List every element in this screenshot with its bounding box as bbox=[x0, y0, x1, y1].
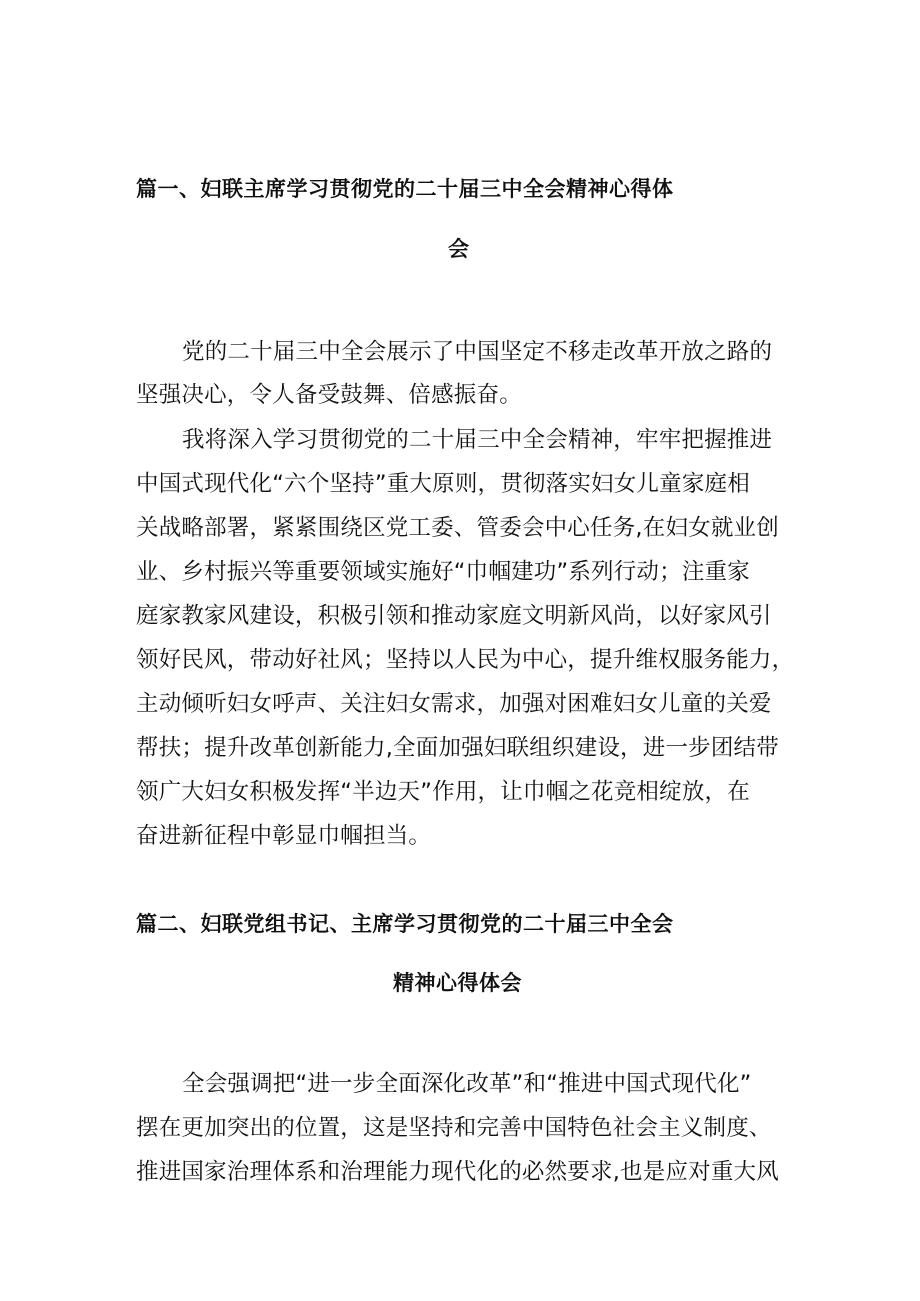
s1-p2-line2: 中国式现代化“六个坚持”重大原则，贯彻落实妇女儿童家庭相 bbox=[136, 471, 750, 497]
s1-p2-line1: 我将深入学习贯彻党的二十届三中全会精神，牢牢把握推进 bbox=[182, 427, 773, 453]
s1-p2-line9: 领广大妇女积极发挥“半边天”作用，让巾帼之花竞相绽放，在 bbox=[136, 779, 750, 805]
section2-title-line1: 篇二、妇联党组书记、主席学习贯彻党的二十届三中全会 bbox=[136, 912, 674, 936]
s1-p2-line3: 关战略部署，紧紧围绕区党工委、管委会中心任务,在妇女就业创 bbox=[136, 515, 779, 541]
s1-p2-line8: 帮扶；提升改革创新能力,全面加强妇联组织建设，进一步团结带 bbox=[136, 735, 779, 761]
s1-p2-line4: 业、乡村振兴等重要领域实施好“巾帼建功”系列行动；注重家 bbox=[136, 559, 750, 585]
s2-p1-line1: 全会强调把“进一步全面深化改革”和“推进中国式现代化” bbox=[182, 1071, 752, 1097]
section1-title-line2: 会 bbox=[448, 237, 470, 261]
s1-p2-line5: 庭家教家风建设，积极引领和推动家庭文明新风尚，以好家风引 bbox=[136, 603, 772, 629]
s1-p2-line6: 领好民风，带动好社风；坚持以人民为中心，提升维权服务能力， bbox=[136, 647, 795, 673]
s1-p1-line1: 党的二十届三中全会展示了中国坚定不移走改革开放之路的 bbox=[182, 339, 773, 365]
s2-p1-line2: 摆在更加突出的位置，这是坚持和完善中国特色社会主义制度、 bbox=[136, 1115, 772, 1141]
section1-title-line1: 篇一、妇联主席学习贯彻党的二十届三中全会精神心得体 bbox=[136, 177, 674, 201]
s1-p1-line2: 坚强决心，令人备受鼓舞、倍感振奋。 bbox=[136, 382, 522, 408]
s1-p2-line7: 主动倾听妇女呼声、关注妇女需求，加强对困难妇女儿童的关爱 bbox=[136, 691, 772, 717]
s1-p2-line10: 奋进新征程中彰显巾帼担当。 bbox=[136, 823, 432, 849]
section2-title-line2: 精神心得体会 bbox=[393, 971, 522, 995]
s2-p1-line3: 推进国家治理体系和治理能力现代化的必然要求,也是应对重大风 bbox=[136, 1159, 779, 1185]
